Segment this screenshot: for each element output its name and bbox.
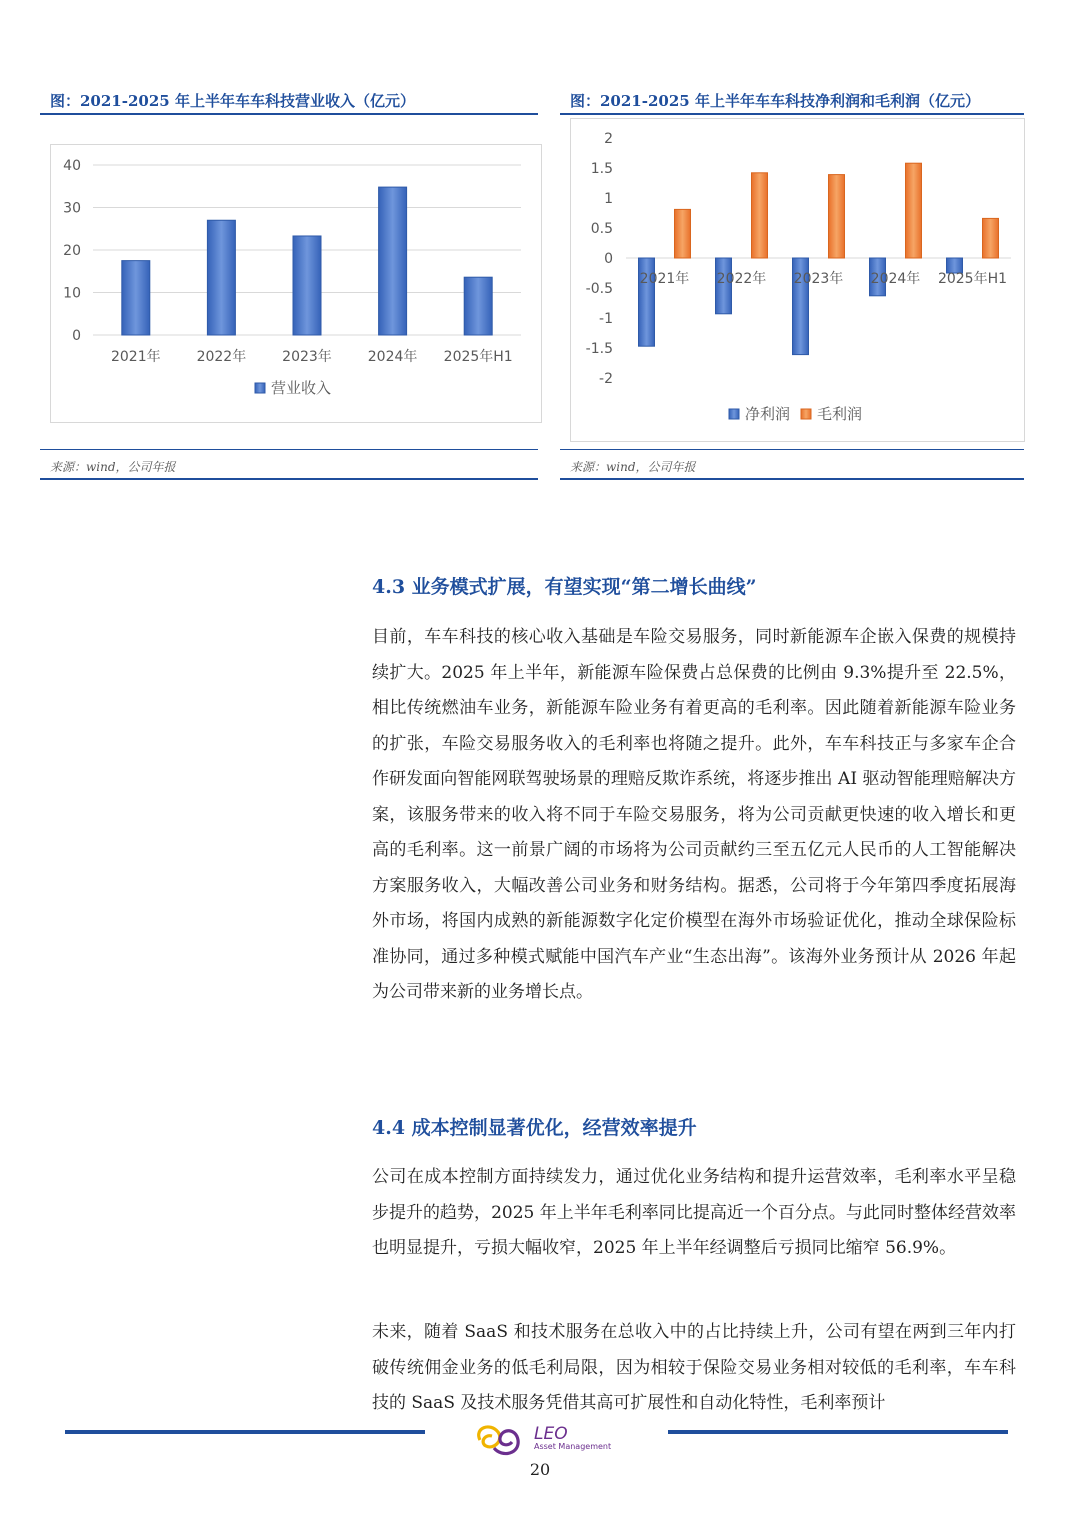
gross-profit-bar: [906, 163, 922, 258]
right-source: 来源：wind，公司年报: [570, 460, 696, 474]
gross-profit-bar: [752, 173, 768, 258]
left-source: 来源：wind，公司年报: [50, 460, 176, 474]
x-tick-label: 2023年: [282, 349, 332, 365]
y-tick-label: -2: [599, 371, 613, 387]
x-tick-label: 2025年H1: [937, 271, 1008, 287]
y-tick-label: -1: [599, 311, 613, 327]
revenue-chart-frame: [50, 144, 542, 423]
legend-swatch-revenue: [255, 383, 265, 393]
right-title-rule: [560, 113, 1024, 115]
revenue-bar: [293, 236, 321, 335]
gross-profit-bar: [829, 175, 845, 258]
y-tick-label: 0.5: [590, 221, 613, 237]
y-tick-label: 30: [63, 200, 81, 217]
x-tick-label: 2021年: [639, 271, 690, 287]
revenue-bar: [122, 261, 150, 335]
legend-swatch-gross-profit: [801, 409, 811, 419]
profit-chart: [571, 119, 1024, 441]
leo-logo: [472, 1418, 622, 1458]
x-tick-label: 2022年: [716, 271, 767, 287]
logo-subtext: Asset Management: [534, 1442, 612, 1451]
gross-profit-bar: [675, 209, 691, 258]
legend-label-gross-profit: 毛利润: [817, 405, 863, 423]
right-chart-title: 图：2021-2025 年上半年车车科技净利润和毛利润（亿元）: [570, 92, 980, 110]
logo-swirl-gold: [479, 1427, 500, 1447]
x-tick-label: 2022年: [196, 349, 247, 365]
right-source-rule-bottom: [560, 478, 1024, 480]
y-tick-label: 1.5: [590, 161, 613, 177]
y-tick-label: 2: [604, 131, 613, 147]
x-tick-label: 2024年: [870, 271, 921, 287]
footer-line-right: [668, 1430, 1008, 1434]
y-tick-label: -0.5: [585, 281, 613, 297]
x-tick-label: 2025年H1: [443, 349, 513, 365]
x-tick-label: 2021年: [110, 349, 161, 365]
section-4-4-paragraph-2: 未来，随着 SaaS 和技术服务在总收入中的占比持续上升，公司有望在两到三年内打破传统佣金业务的低毛利局限，因为相较于保险交易业务相对较低的毛利率，车车科技的 SaaS 及技术服务凭借其高可扩展性和自动化特性，毛利率预计: [372, 1322, 1016, 1413]
y-tick-label: 40: [63, 158, 81, 174]
section-4-4-paragraph-1: 公司在成本控制方面持续发力，通过优化业务结构和提升运营效率，毛利率水平呈稳步提升的趋势，2025 年上半年毛利率同比提高近一个百分点。与此同时整体经营效率也明显提升，亏损大幅收窄，2025 年上半年经调整后亏损同比缩窄 56.9%。: [372, 1167, 1016, 1258]
left-title-rule: [40, 113, 538, 115]
left-source-rule-top: [40, 449, 538, 450]
revenue-chart: [51, 145, 541, 422]
legend-swatch-net-profit: [729, 409, 739, 419]
logo-text: LEO: [534, 1424, 568, 1444]
y-tick-label: -1.5: [585, 341, 613, 357]
legend-label-net-profit: 净利润: [745, 405, 791, 423]
y-tick-label: 20: [63, 243, 81, 259]
legend-label-revenue: 营业收入: [271, 379, 332, 397]
x-tick-label: 2024年: [367, 349, 418, 365]
gross-profit-bar: [983, 218, 999, 258]
footer-line-left: [65, 1430, 425, 1434]
x-tick-label: 2023年: [793, 271, 844, 287]
section-4-3-title: 4.3 业务模式扩展，有望实现“第二增长曲线”: [372, 576, 757, 598]
profit-chart-frame: [570, 118, 1025, 442]
y-tick-label: 10: [63, 285, 81, 302]
left-chart-title: 图：2021-2025 年上半年车车科技营业收入（亿元）: [50, 92, 415, 110]
section-4-3-paragraph: 目前，车车科技的核心收入基础是车险交易服务，同时新能源车企嵌入保费的规模持续扩大。2025 年上半年，新能源车险保费占总保费的比例由 9.3%提升至 22.5%，相比传统燃油车业务，新能源车险业务有着更高的毛利率。因此随着新能源车险业务的扩张，车险交易服务收入的毛利率也将随之提升。此外，车车科技正与多家车企合作研发面向智能网联驾驶场景的理赔反欺诈系统，将逐步推出 AI 驱动智能理赔解决方案，该服务带来的收入将不同于车险交易服务，将为公司贡献更快速的收入增长和更高的毛利率。这一前景广阔的市场将为公司贡献约三至五亿元人民币的人工智能解决方案服务收入，大幅改善公司业务和财务结构。据悉，公司将于今年第四季度拓展海外市场，将国内成熟的新能源数字化定价模型在海外市场验证优化，推动全球保险标准协同，通过多种模式赋能中国汽车产业“生态出海”。该海外业务预计从 2026 年起为公司带来新的业务增长点。: [372, 627, 1016, 1002]
y-tick-label: 0: [72, 328, 81, 344]
y-tick-label: 1: [604, 191, 613, 207]
revenue-bar: [207, 220, 235, 335]
right-source-rule-top: [560, 449, 1024, 450]
y-tick-label: 0: [604, 251, 613, 267]
section-4-4-title: 4.4 成本控制显著优化，经营效率提升: [372, 1117, 697, 1139]
page-number: 20: [529, 1460, 551, 1479]
revenue-bar: [464, 277, 492, 335]
revenue-bar: [379, 187, 407, 335]
left-source-rule-bottom: [40, 478, 538, 480]
